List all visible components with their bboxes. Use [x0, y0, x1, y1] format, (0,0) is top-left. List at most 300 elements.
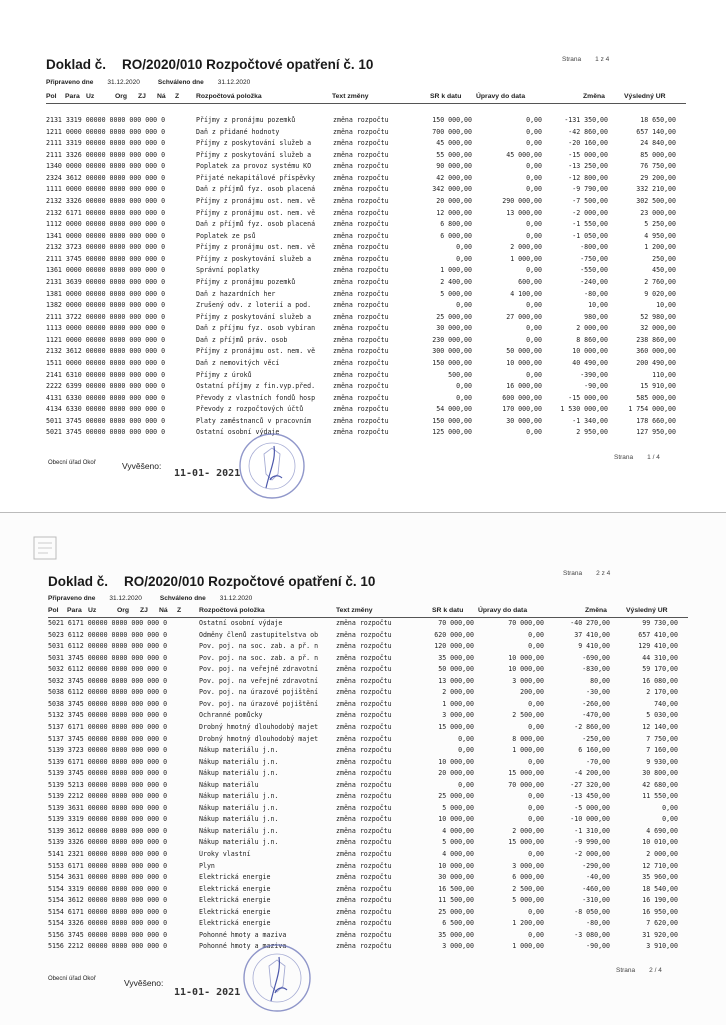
row-change: -690,00: [582, 653, 610, 662]
table-row: [0, 290, 726, 301]
row-change-text: změna rozpočtu: [336, 919, 392, 928]
row-account-code: 5021 6171 00000 0000 000 000 0: [48, 619, 168, 627]
row-adjustments: 1 200,00: [512, 919, 544, 928]
row-budget-item: Pohonné hmoty a maziva: [199, 930, 287, 939]
row-account-code: 5137 6171 00000 0000 000 000 0: [48, 722, 168, 731]
row-budget-to-date: 20 000,00: [436, 196, 472, 205]
table-row: [0, 347, 726, 358]
row-change: -290,00: [582, 861, 610, 870]
row-budget-to-date: 42 000,00: [436, 173, 472, 182]
row-result: 129 410,00: [638, 642, 678, 651]
row-adjustments: 0,00: [526, 173, 542, 182]
row-account-code: 5139 3631 00000 0000 000 000 0: [48, 803, 168, 812]
row-adjustments: 4 100,00: [510, 289, 542, 298]
table-row: [0, 781, 726, 792]
row-change: -12 800,00: [568, 173, 608, 182]
row-budget-to-date: 0,00: [458, 746, 474, 755]
row-account-code: 5156 3745 00000 0000 000 000 0: [48, 930, 168, 939]
row-adjustments: 10 000,00: [508, 653, 544, 662]
row-budget-to-date: 5 000,00: [442, 803, 474, 812]
col-polozka: Rozpočtová položka: [199, 607, 265, 614]
table-row: [0, 243, 726, 254]
row-adjustments: 3 000,00: [512, 676, 544, 685]
row-adjustments: 0,00: [526, 231, 542, 240]
row-change-text: změna rozpočtu: [336, 792, 392, 801]
row-result: 11 550,00: [642, 792, 678, 801]
row-adjustments: 45 000,00: [506, 150, 542, 159]
row-change: -13 250,00: [568, 162, 608, 171]
row-change-text: změna rozpočtu: [336, 769, 392, 778]
table-row: [0, 382, 726, 393]
row-budget-item: Nákup materiálu j.n.: [199, 803, 279, 812]
row-change: 10,00: [588, 301, 608, 310]
row-change: 8 860,00: [576, 335, 608, 344]
row-budget-item: Daň z přidané hodnoty: [196, 127, 280, 136]
row-result: 585 000,00: [636, 393, 676, 402]
row-budget-to-date: 12 000,00: [436, 208, 472, 217]
row-budget-to-date: 0,00: [458, 780, 474, 789]
row-account-code: 4131 6330 00000 0000 000 000 0: [46, 393, 166, 402]
row-account-code: 2111 3722 00000 0000 000 000 0: [46, 312, 166, 321]
row-result: 30 800,00: [642, 769, 678, 778]
row-budget-item: Příjmy z poskytování služeb a: [196, 312, 312, 321]
row-budget-to-date: 1 000,00: [440, 266, 472, 275]
row-budget-item: Pov. poj. na úrazové pojištění: [199, 699, 319, 708]
row-budget-to-date: 10 000,00: [438, 757, 474, 766]
row-change: -550,00: [580, 266, 608, 275]
row-account-code: 2141 6310 00000 0000 000 000 0: [46, 370, 166, 379]
table-row: [0, 151, 726, 162]
row-change: -1 340,00: [572, 416, 608, 425]
row-account-code: 5023 6112 00000 0000 000 000 0: [48, 630, 168, 639]
row-adjustments: 0,00: [526, 370, 542, 379]
row-account-code: 5139 3745 00000 0000 000 000 0: [48, 769, 168, 778]
table-row: [0, 931, 726, 942]
row-change: -27 320,00: [570, 780, 610, 789]
row-budget-item: Příjmy z pronájmu ost. nem. vě: [196, 347, 316, 356]
row-budget-item: Drobný hmotný dlouhodobý majet: [199, 734, 319, 743]
row-change-text: změna rozpočtu: [333, 405, 389, 414]
row-result: 250,00: [652, 254, 676, 263]
row-result: 7 750,00: [646, 734, 678, 743]
row-account-code: 5139 6171 00000 0000 000 000 0: [48, 757, 168, 766]
row-change: -2 860,00: [574, 722, 610, 731]
row-result: 42 680,00: [642, 780, 678, 789]
row-change-text: změna rozpočtu: [336, 734, 392, 743]
row-result: 32 000,00: [640, 324, 676, 333]
meta-line: [46, 79, 268, 86]
row-change-text: změna rozpočtu: [336, 676, 392, 685]
row-adjustments: 290 000,00: [502, 196, 542, 205]
official-round-stamp: [240, 941, 314, 1015]
row-change: -9 790,00: [572, 185, 608, 194]
row-adjustments: 2 000,00: [510, 243, 542, 252]
row-change-text: změna rozpočtu: [336, 630, 392, 639]
row-change: -9 990,00: [574, 838, 610, 847]
table-row: [0, 428, 726, 439]
row-adjustments: 50 000,00: [506, 347, 542, 356]
table-row: [0, 359, 726, 370]
row-account-code: 1111 0000 00000 0000 000 000 0: [46, 185, 166, 194]
row-change-text: změna rozpočtu: [336, 780, 392, 789]
row-adjustments: 0,00: [528, 815, 544, 824]
row-adjustments: 0,00: [528, 907, 544, 916]
row-result: 4 950,00: [644, 231, 676, 240]
row-budget-item: Příjmy z pronájmu ost. nem. vě: [196, 208, 316, 217]
row-budget-item: Elektrická energie: [199, 873, 271, 882]
table-row: [0, 162, 726, 173]
table-row: [0, 723, 726, 734]
row-budget-to-date: 0,00: [456, 382, 472, 391]
row-adjustments: 16 000,00: [506, 382, 542, 391]
row-budget-to-date: 50 000,00: [438, 665, 474, 674]
row-change-text: změna rozpočtu: [336, 873, 392, 882]
table-row: [0, 769, 726, 780]
col-sr: SR k datu: [430, 93, 462, 100]
row-change: 6 160,00: [578, 746, 610, 755]
row-change: -13 450,00: [570, 792, 610, 801]
row-change-text: změna rozpočtu: [333, 254, 389, 263]
row-account-code: 5021 3745 00000 0000 000 000 0: [46, 428, 166, 437]
row-change-text: změna rozpočtu: [333, 312, 389, 321]
row-account-code: 5154 3612 00000 0000 000 000 0: [48, 896, 168, 905]
row-change: -7 500,00: [572, 196, 608, 205]
row-change: -1 550,00: [572, 220, 608, 229]
row-account-code: 2131 3319 00000 0000 000 000 0: [46, 116, 166, 124]
row-result: 59 170,00: [642, 665, 678, 674]
row-budget-to-date: 0,00: [458, 734, 474, 743]
row-change-text: změna rozpočtu: [333, 324, 389, 333]
row-budget-to-date: 35 000,00: [438, 930, 474, 939]
row-budget-item: Pov. poj. na veřejné zdravotní: [199, 676, 319, 685]
row-change-text: změna rozpočtu: [333, 370, 389, 379]
row-change: 37 410,00: [574, 630, 610, 639]
table-header: [48, 606, 688, 618]
row-account-code: 5038 3745 00000 0000 000 000 0: [48, 699, 168, 708]
row-adjustments: 2 500,00: [512, 884, 544, 893]
row-result: 4 690,00: [646, 826, 678, 835]
row-budget-item: Daň z nemovitých věcí: [196, 358, 280, 367]
table-row: [0, 677, 726, 688]
posted-date-stamp: 11-01- 2021: [174, 468, 241, 479]
table-row: [0, 758, 726, 769]
col-uz: Uz: [88, 607, 97, 614]
row-budget-item: Poplatek ze psů: [196, 231, 256, 240]
title-doc-label: Doklad č.: [48, 574, 109, 589]
row-result: 76 750,00: [640, 162, 676, 171]
page-number-top: [562, 56, 609, 63]
row-adjustments: 70 000,00: [508, 780, 544, 789]
row-budget-item: Daň z příjmů fyz. osob placená: [196, 220, 316, 229]
row-account-code: 2222 6399 00000 0000 000 000 0: [46, 382, 166, 391]
strana-value: 2 z 4: [596, 570, 611, 577]
row-budget-to-date: 2 400,00: [440, 277, 472, 286]
row-change-text: změna rozpočtu: [333, 301, 389, 310]
row-change-text: změna rozpočtu: [336, 665, 392, 674]
row-change: -800,00: [580, 243, 608, 252]
row-change-text: změna rozpočtu: [333, 243, 389, 252]
row-result: 9 020,00: [644, 289, 676, 298]
row-budget-to-date: 3 000,00: [442, 711, 474, 720]
row-change-text: změna rozpočtu: [336, 699, 392, 708]
row-budget-to-date: 25 000,00: [436, 312, 472, 321]
row-result: 10 010,00: [642, 838, 678, 847]
row-result: 52 980,00: [640, 312, 676, 321]
row-account-code: 5139 5213 00000 0000 000 000 0: [48, 780, 168, 789]
row-change: -460,00: [582, 884, 610, 893]
row-account-code: 1361 0000 00000 0000 000 000 0: [46, 266, 166, 275]
row-account-code: 1211 0000 00000 0000 000 000 0: [46, 127, 166, 136]
row-adjustments: 2 500,00: [512, 711, 544, 720]
row-budget-to-date: 0,00: [456, 243, 472, 252]
row-result: 332 210,00: [636, 185, 676, 194]
row-change-text: změna rozpočtu: [336, 619, 392, 627]
row-change: -5 000,00: [574, 803, 610, 812]
row-adjustments: 600,00: [518, 277, 542, 286]
row-result: 7 620,00: [646, 919, 678, 928]
row-budget-item: Nákup materiálu j.n.: [199, 746, 279, 755]
page-number-bottom: [614, 454, 660, 461]
row-account-code: 5141 2321 00000 0000 000 000 0: [48, 850, 168, 858]
row-change-text: změna rozpočtu: [333, 347, 389, 356]
approved-date: 31.12.2020: [219, 595, 253, 602]
row-budget-item: Nákup materiálu j.n.: [199, 826, 279, 835]
row-account-code: 5011 3745 00000 0000 000 000 0: [46, 416, 166, 425]
row-change: 80,00: [590, 676, 610, 685]
row-result: 12 710,00: [642, 861, 678, 870]
row-adjustments: 0,00: [528, 757, 544, 766]
row-change: -310,00: [582, 896, 610, 905]
table-row: [0, 631, 726, 642]
row-budget-to-date: 230 000,00: [432, 335, 472, 344]
row-adjustments: 200,00: [520, 688, 544, 697]
row-change-text: změna rozpočtu: [336, 896, 392, 905]
row-account-code: 1112 0000 00000 0000 000 000 0: [46, 220, 166, 229]
row-change: -10 000,00: [570, 815, 610, 824]
row-budget-to-date: 5 000,00: [442, 838, 474, 847]
row-change-text: změna rozpočtu: [333, 231, 389, 240]
strana-label: Strana: [562, 56, 582, 63]
table-header: [46, 92, 686, 104]
table-row: [0, 313, 726, 324]
row-budget-item: Příjmy z poskytování služeb a: [196, 150, 312, 159]
row-budget-item: Příjmy z pronájmu pozemků: [196, 116, 296, 124]
row-budget-item: Daň z příjmů práv. osob: [196, 335, 288, 344]
row-budget-item: Úroky vlastní: [199, 850, 251, 858]
row-budget-item: Elektrická energie: [199, 907, 271, 916]
row-change-text: změna rozpočtu: [333, 173, 389, 182]
col-para: Para: [65, 93, 80, 100]
row-change: -8 050,00: [574, 907, 610, 916]
row-adjustments: 70 000,00: [508, 619, 544, 627]
col-z: Z: [177, 607, 182, 614]
row-adjustments: 0,00: [528, 699, 544, 708]
row-budget-item: Příjmy z poskytování služeb a: [196, 254, 312, 263]
col-upravy: Úpravy do data: [478, 607, 528, 614]
row-account-code: 2111 3319 00000 0000 000 000 0: [46, 139, 166, 148]
row-change: -1 310,00: [574, 826, 610, 835]
row-change-text: změna rozpočtu: [336, 688, 392, 697]
row-adjustments: 0,00: [526, 266, 542, 275]
row-change-text: změna rozpočtu: [333, 185, 389, 194]
row-adjustments: 1 000,00: [512, 746, 544, 755]
table-row: [0, 862, 726, 873]
row-change-text: změna rozpočtu: [336, 930, 392, 939]
row-adjustments: 1 000,00: [510, 254, 542, 263]
row-account-code: 5132 3745 00000 0000 000 000 0: [48, 711, 168, 720]
row-budget-to-date: 125 000,00: [432, 428, 472, 437]
row-change: -260,00: [582, 699, 610, 708]
row-account-code: 2111 3745 00000 0000 000 000 0: [46, 254, 166, 263]
prepared-date: 31.12.2020: [109, 595, 142, 602]
row-budget-item: Nákup materiálu j.n.: [199, 815, 279, 824]
strana-label: Strana: [563, 570, 583, 577]
col-para: Para: [67, 607, 82, 614]
row-result: 200 490,00: [636, 358, 676, 367]
row-account-code: 5137 3745 00000 0000 000 000 0: [48, 734, 168, 743]
row-change: -2 000,00: [572, 208, 608, 217]
row-change-text: změna rozpočtu: [333, 150, 389, 159]
row-change-text: změna rozpočtu: [336, 642, 392, 651]
row-change: -40,00: [586, 873, 610, 882]
row-change: -70,00: [586, 757, 610, 766]
strana-label: Strana: [614, 454, 634, 461]
row-budget-item: Daň z příjmu fyz. osob vybíran: [196, 324, 316, 333]
table-row: [0, 815, 726, 826]
table-row: [0, 896, 726, 907]
row-adjustments: 0,00: [528, 803, 544, 812]
row-change: -40 270,00: [570, 619, 610, 627]
row-adjustments: 0,00: [526, 185, 542, 194]
row-change: -4 200,00: [574, 769, 610, 778]
row-change: 2 950,00: [576, 428, 608, 437]
row-adjustments: 0,00: [528, 850, 544, 858]
row-result: 7 160,00: [646, 746, 678, 755]
row-result: 5 250,00: [644, 220, 676, 229]
table-row: [0, 665, 726, 676]
strana-value: 1 / 4: [647, 454, 660, 461]
row-result: 10,00: [656, 301, 676, 310]
row-result: 5 030,00: [646, 711, 678, 720]
row-budget-item: Nákup materiálu j.n.: [199, 838, 279, 847]
row-change-text: změna rozpočtu: [333, 116, 389, 124]
row-adjustments: 8 000,00: [512, 734, 544, 743]
table-row: [0, 394, 726, 405]
col-org: Org: [117, 607, 130, 614]
table-row: [0, 301, 726, 312]
row-budget-to-date: 20 000,00: [438, 769, 474, 778]
table-row: [0, 942, 726, 953]
row-change-text: změna rozpočtu: [333, 266, 389, 275]
row-result: 178 660,00: [636, 416, 676, 425]
row-change-text: změna rozpočtu: [333, 382, 389, 391]
table-row: [0, 908, 726, 919]
faint-stamp-mark: [28, 531, 62, 565]
row-account-code: 2132 3612 00000 0000 000 000 0: [46, 347, 166, 356]
row-change-text: změna rozpočtu: [333, 335, 389, 344]
row-budget-item: Elektrická energie: [199, 896, 271, 905]
row-account-code: 5038 6112 00000 0000 000 000 0: [48, 688, 168, 697]
col-polozka: Rozpočtová položka: [196, 93, 262, 100]
row-result: 2 000,00: [646, 850, 678, 858]
row-result: 0,00: [662, 815, 678, 824]
row-result: 29 200,00: [640, 173, 676, 182]
row-account-code: 2324 3612 00000 0000 000 000 0: [46, 173, 166, 182]
row-budget-to-date: 500,00: [448, 370, 472, 379]
table-row: [0, 417, 726, 428]
table-row: [0, 642, 726, 653]
row-budget-item: Elektrická energie: [199, 884, 271, 893]
office-name: Obecní úřad Okoř: [48, 460, 96, 466]
row-budget-to-date: 10 000,00: [438, 861, 474, 870]
row-result: 31 920,00: [642, 930, 678, 939]
row-change: -90,00: [586, 942, 610, 951]
col-text: Text změny: [332, 93, 369, 100]
row-account-code: 5154 3631 00000 0000 000 000 0: [48, 873, 168, 882]
row-result: 450,00: [652, 266, 676, 275]
row-change-text: změna rozpočtu: [333, 139, 389, 148]
row-budget-item: Ostatní osobní výdaje: [199, 619, 283, 627]
row-change-text: změna rozpočtu: [336, 653, 392, 662]
row-change: 10 000,00: [572, 347, 608, 356]
table-row: [0, 336, 726, 347]
row-adjustments: 0,00: [526, 301, 542, 310]
row-budget-item: Příjmy z úroků: [196, 370, 252, 379]
row-budget-to-date: 10 000,00: [438, 815, 474, 824]
row-adjustments: 10 000,00: [508, 665, 544, 674]
table-row: [0, 116, 726, 127]
row-adjustments: 0,00: [526, 220, 542, 229]
row-budget-to-date: 1 000,00: [442, 699, 474, 708]
row-budget-to-date: 150 000,00: [432, 416, 472, 425]
row-adjustments: 0,00: [526, 335, 542, 344]
row-budget-to-date: 35 000,00: [438, 653, 474, 662]
table-row: [0, 185, 726, 196]
row-adjustments: 27 000,00: [506, 312, 542, 321]
row-adjustments: 0,00: [526, 139, 542, 148]
row-budget-to-date: 0,00: [456, 254, 472, 263]
table-row: [0, 792, 726, 803]
row-account-code: 5032 6112 00000 0000 000 000 0: [48, 665, 168, 674]
row-adjustments: 0,00: [526, 127, 542, 136]
table-row: [0, 850, 726, 861]
row-result: 18 650,00: [640, 116, 676, 124]
row-change: -15 000,00: [568, 393, 608, 402]
row-account-code: 5139 3326 00000 0000 000 000 0: [48, 838, 168, 847]
row-budget-to-date: 700 000,00: [432, 127, 472, 136]
row-change-text: změna rozpočtu: [333, 196, 389, 205]
table-row: [0, 266, 726, 277]
office-name: Obecní úřad Okoř: [48, 976, 96, 982]
col-sr: SR k datu: [432, 607, 464, 614]
row-change: -3 080,00: [574, 930, 610, 939]
row-budget-item: Odměny členů zastupitelstva ob: [199, 630, 319, 639]
table-row: [0, 735, 726, 746]
row-account-code: 5139 3612 00000 0000 000 000 0: [48, 826, 168, 835]
row-result: 360 000,00: [636, 347, 676, 356]
row-budget-to-date: 120 000,00: [434, 642, 474, 651]
row-adjustments: 30 000,00: [506, 416, 542, 425]
row-change: -90,00: [584, 382, 608, 391]
page-title: [46, 57, 373, 72]
row-budget-to-date: 6 500,00: [442, 919, 474, 928]
col-text: Text změny: [336, 607, 373, 614]
page-title: [48, 574, 375, 589]
table-row: [0, 324, 726, 335]
row-account-code: 5139 3319 00000 0000 000 000 0: [48, 815, 168, 824]
row-account-code: 1113 0000 00000 0000 000 000 0: [46, 324, 166, 333]
row-change: -30,00: [586, 688, 610, 697]
